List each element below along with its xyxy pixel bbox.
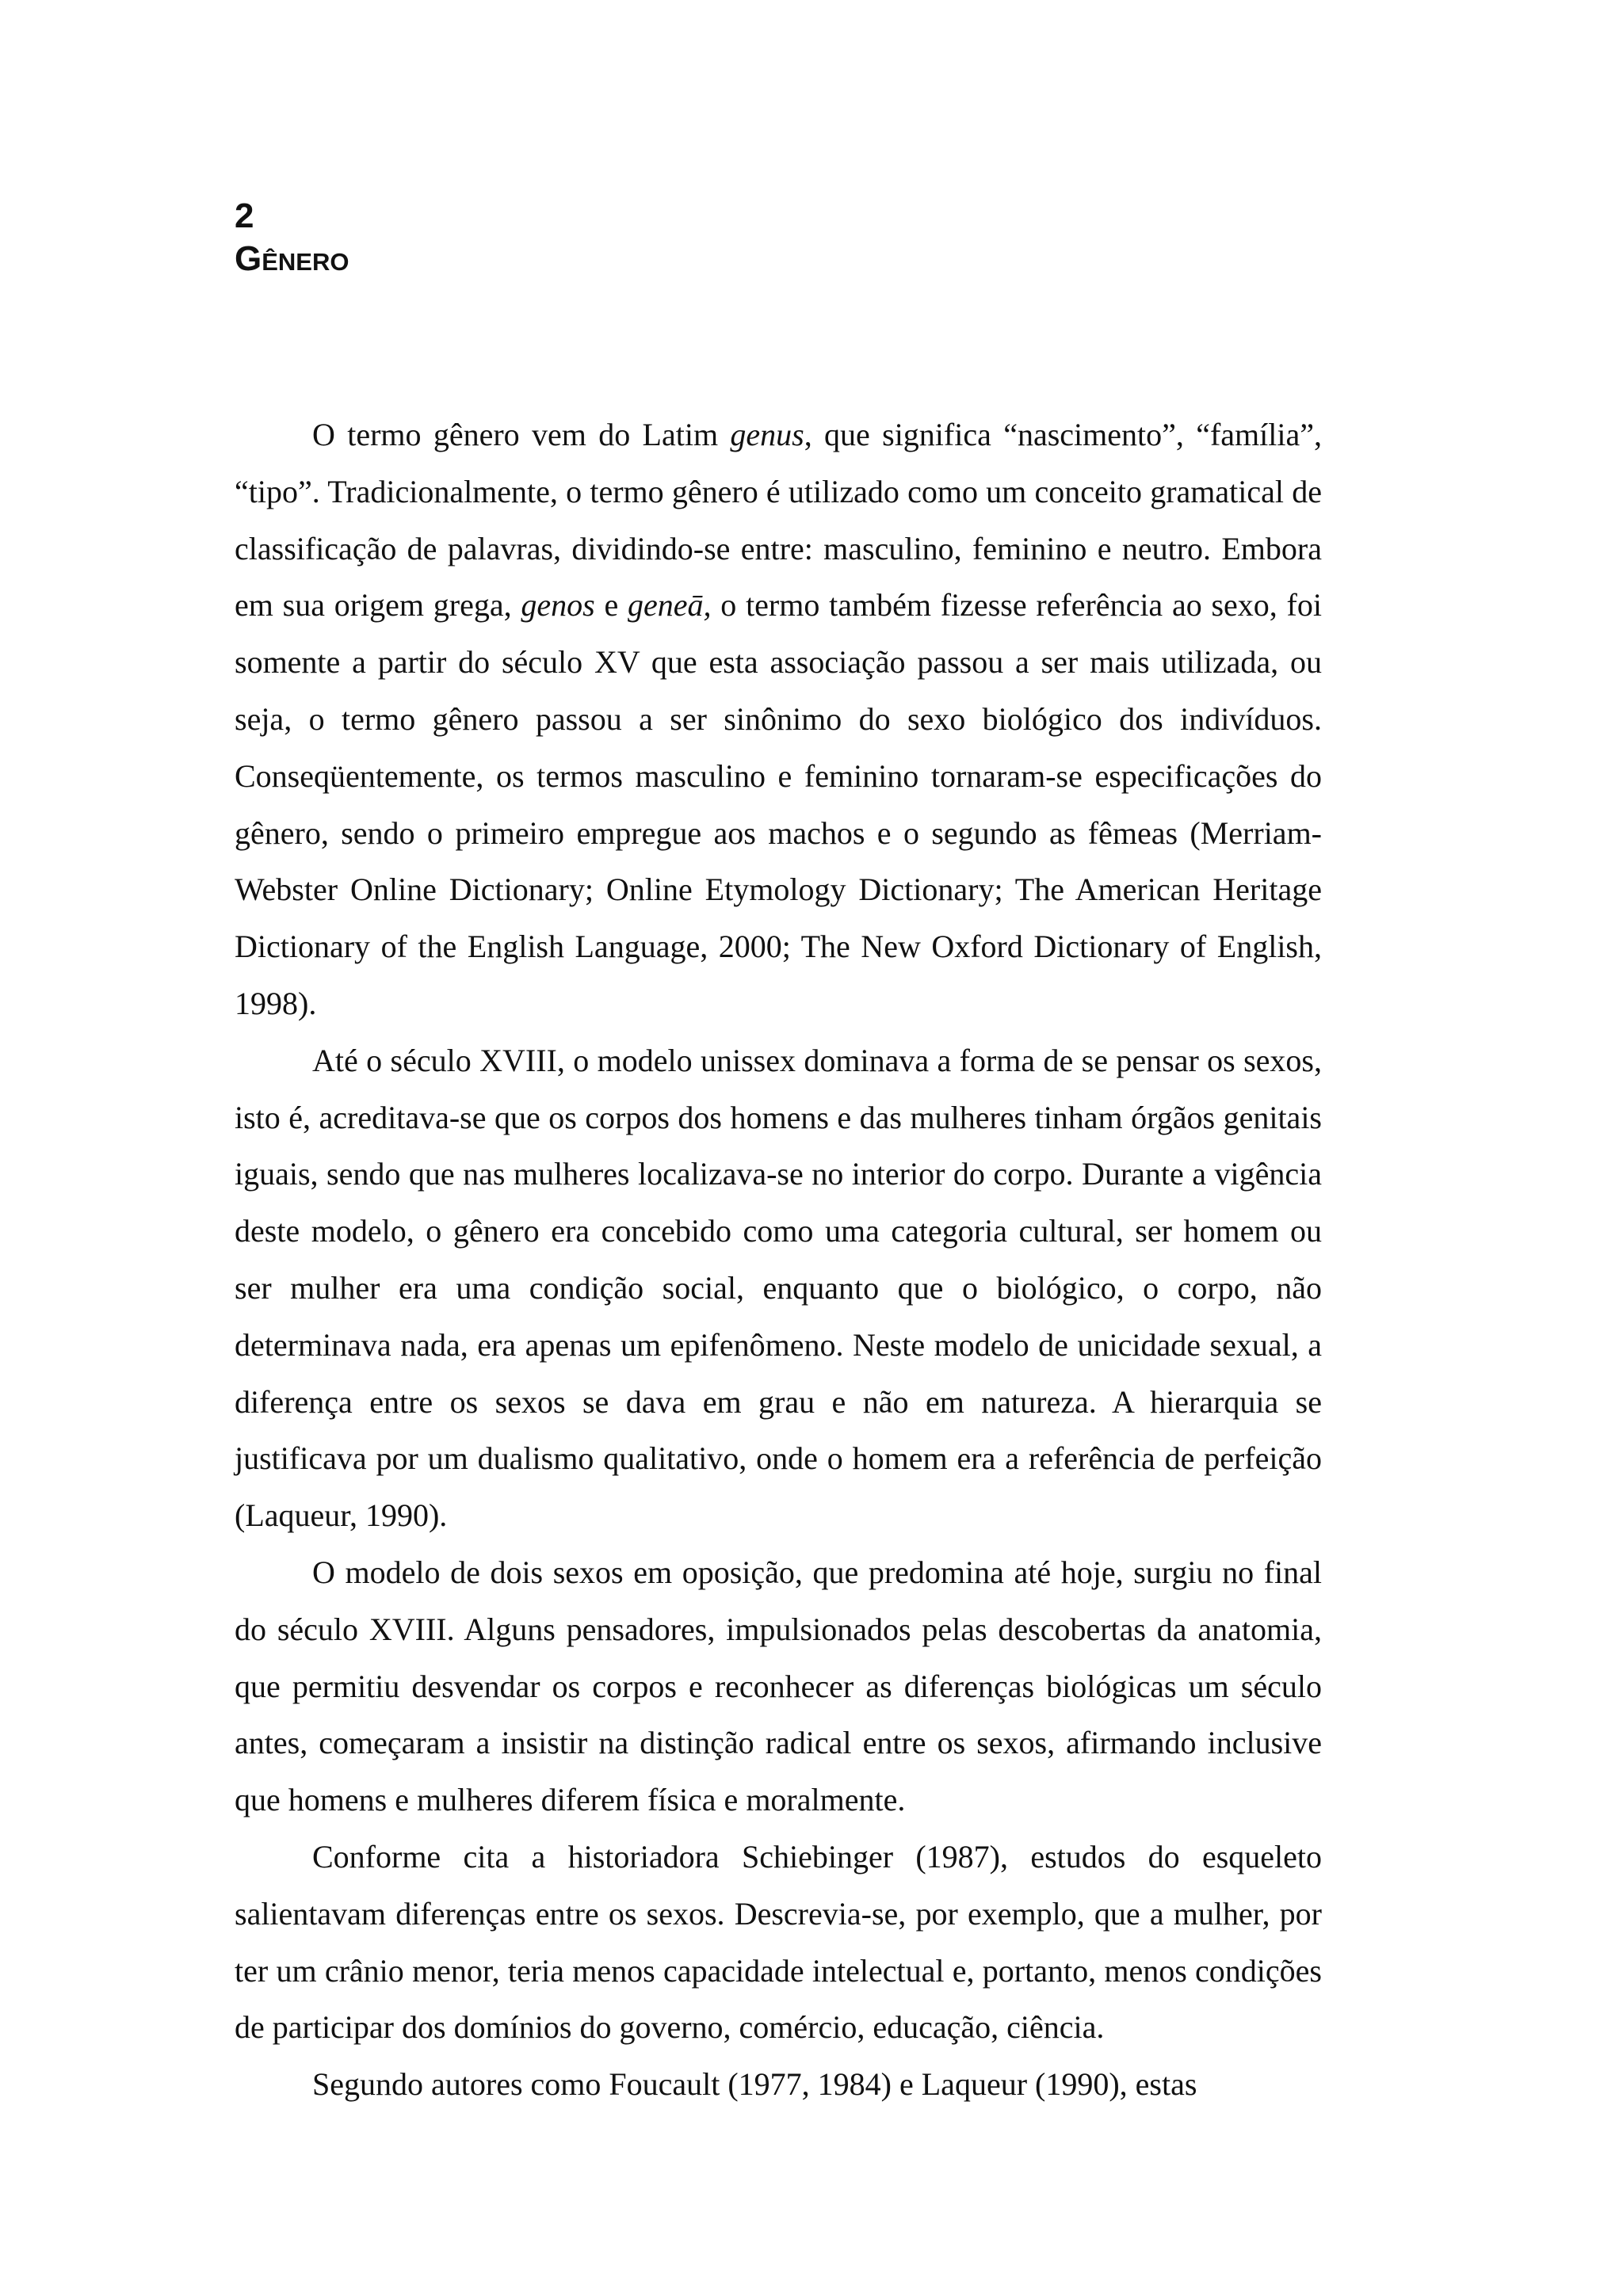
paragraph-4: Conforme cita a historiadora Schiebinger (1987), estudos do esqueleto salientavam diferenças entre os sexos. Descrevia-se, por exemplo, que a mulher, por ter um crânio menor, teria menos capacidade intelectual e, portanto, menos condições de participar dos domínios do governo, comércio, educação, ciência.	[235, 1838, 1322, 2046]
paragraph-3: O modelo de dois sexos em oposição, que predomina até hoje, surgiu no final do século XVIII. Alguns pensadores, impulsionados pelas descobertas da anatomia, que permitiu desvendar os corpos e reconhecer as diferenças biológicas um século antes, começaram a insistir na distinção radical entre os sexos, afirmando inclusive que homens e mulheres diferem física e moralmente.	[235, 1554, 1322, 1818]
paragraph-2: Até o século XVIII, o modelo unissex dominava a forma de se pensar os sexos, isto é, acreditava-se que os corpos dos homens e das mulheres tinham órgãos genitais iguais, sendo que nas mulheres localizava-se no interior do corpo. Durante a vigência deste modelo, o gênero era concebido como uma categoria cultural, ser homem ou ser mulher era uma condição social, enquanto que o biológico, o corpo, não determinava nada, era apenas um epifenômeno. Neste modelo de unicidade sexual, a diferença entre os sexos se dava em grau e não em natureza. A hierarquia se justificava por um dualismo qualitativo, onde o homem era a referência de perfeição (Laqueur, 1990).	[235, 1042, 1322, 1534]
chapter-number: 2	[235, 196, 254, 235]
greek-term-genea: geneā,	[628, 587, 712, 624]
paragraph-1	[235, 406, 1322, 1032]
paragraph-1-text-e: e	[594, 587, 628, 624]
chapter-title: Gênero	[235, 239, 349, 278]
paragraph-1-text-c: , que significa “nascimento”, “família”, “tipo”. Tradicionalmente, o termo gênero é utilizado como um conceito gramatical de classificação de palavras, dividindo-se entre: masculino, feminino e neutro. Embora em sua origem grega,	[235, 417, 1322, 624]
paragraph-1-text-a: O termo gênero vem do Latim	[312, 417, 731, 452]
latin-term-genus: genus	[730, 417, 804, 452]
chapter-body	[235, 406, 1322, 2113]
paragraph-1-text-g: o termo também fizesse referência ao sexo, foi somente a partir do século XV que esta associação passou a ser mais utilizada, ou seja, o termo gênero passou a ser sinônimo do sexo biológico dos indivíduos. Conseqüentemente, os termos masculino e feminino tornaram-se especificações do gênero, sendo o primeiro empregue aos machos e o segundo as fêmeas (Merriam-Webster Online Dictionary; Online Etymology Dictionary; The American Heritage Dictionary of the English Language, 2000; The New Oxford Dictionary of English, 1998).	[235, 587, 1322, 1021]
chapter-heading	[235, 195, 349, 280]
paragraph-5: Segundo autores como Foucault (1977, 1984) e Laqueur (1990), estas	[312, 2066, 1197, 2103]
greek-term-genos: genos	[521, 587, 595, 624]
